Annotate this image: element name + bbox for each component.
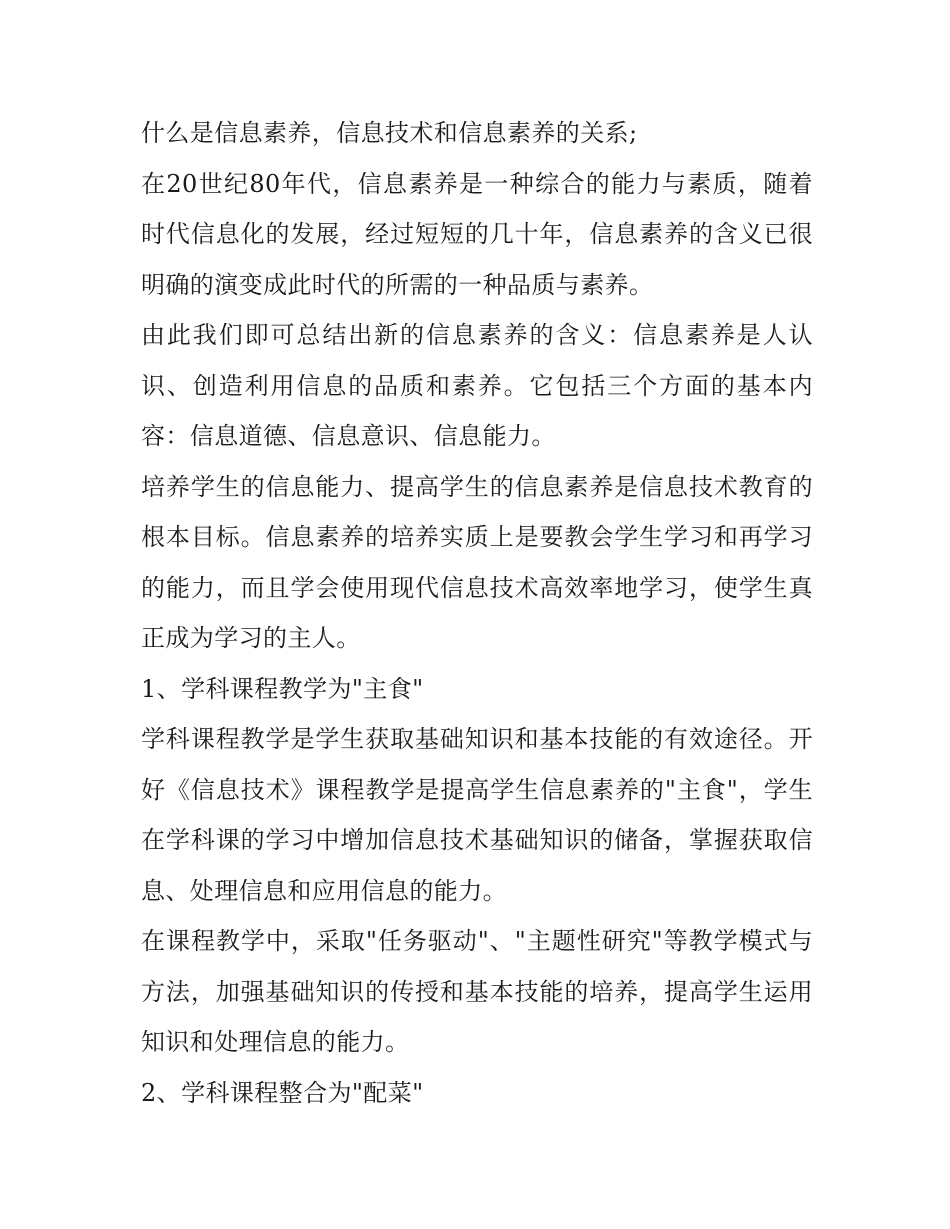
paragraph-subject-teaching: 学科课程教学是学生获取基础知识和基本技能的有效途径。开好《信息技术》课程教学是提高学生信息素养的"主食"，学生在学科课的学习中增加信息技术基础知识的储备，掌握获取信息、处理信息和应用信息的能力。 <box>141 725 813 905</box>
section-heading-2: 2、学科课程整合为"配菜" <box>141 1078 424 1107</box>
paragraph-fundamental-goal: 培养学生的信息能力、提高学生的信息素养是信息技术教育的根本目标。信息素养的培养实质上是要教会学生学习和再学习的能力，而且学会使用现代信息技术高效率地学习，使学生真正成为学习的主人。 <box>141 472 813 652</box>
paragraph-definition: 由此我们即可总结出新的信息素养的含义：信息素养是人认识、创造利用信息的品质和素养。它包括三个方面的基本内容：信息道德、信息意识、信息能力。 <box>141 321 813 450</box>
paragraph-question-heading: 什么是信息素养，信息技术和信息素养的关系; <box>141 119 638 147</box>
section-heading-1: 1、学科课程教学为"主食" <box>141 674 424 703</box>
paragraph-teaching-methods: 在课程教学中，采取"任务驱动"、"主题性研究"等教学模式与方法，加强基础知识的传授和基本技能的培养，提高学生运用知识和处理信息的能力。 <box>141 927 813 1056</box>
paragraph-1980s-history: 在20世纪80年代，信息素养是一种综合的能力与素质，随着时代信息化的发展，经过短短的几十年，信息素养的含义已很明确的演变成此时代的所需的一种品质与素养。 <box>141 169 813 299</box>
document-body <box>141 108 813 1118</box>
